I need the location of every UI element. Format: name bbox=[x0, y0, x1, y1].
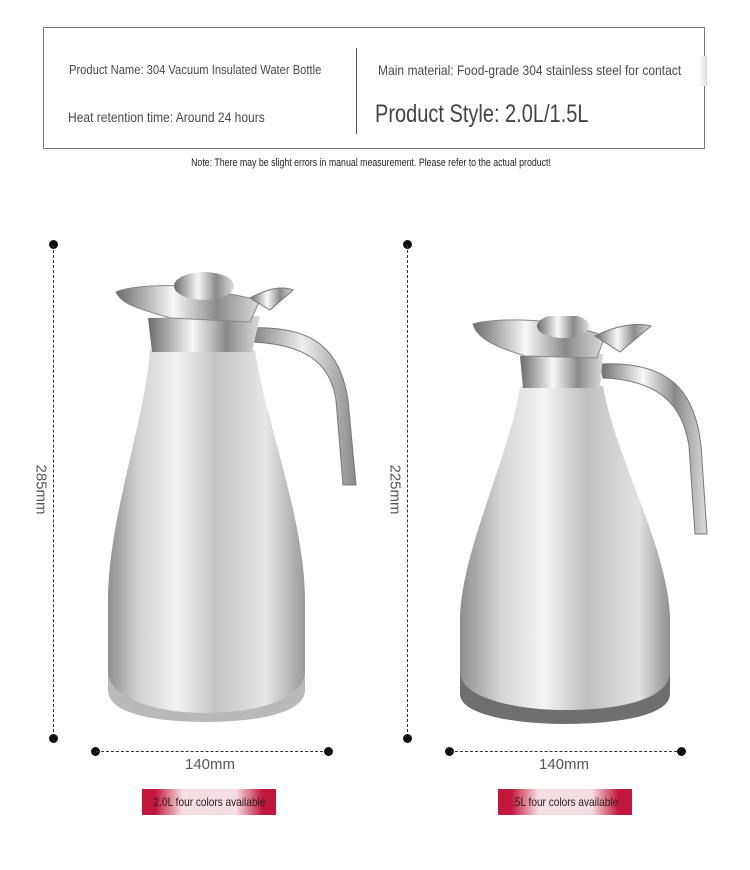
left-color-badge-text: 2.0L four colors available bbox=[153, 795, 265, 809]
left-width-line bbox=[96, 751, 328, 752]
right-height-label: 225mm bbox=[386, 464, 404, 515]
dim-dot bbox=[324, 747, 333, 756]
product-style-text: Product Style: 2.0L/1.5L bbox=[375, 100, 589, 128]
box-edge-decoration bbox=[699, 56, 707, 86]
right-color-badge-text: .5L four colors available bbox=[511, 795, 619, 809]
pitcher-2l-image bbox=[100, 270, 365, 730]
right-width-label: 140mm bbox=[539, 756, 590, 773]
right-width-line bbox=[450, 751, 682, 752]
left-height-line bbox=[53, 245, 54, 737]
dim-dot bbox=[677, 747, 686, 756]
left-color-badge bbox=[142, 789, 276, 815]
spec-table bbox=[43, 27, 705, 149]
pitcher-1-5l-image bbox=[455, 316, 715, 728]
product-name-text: Product Name: 304 Vacuum Insulated Water Bottle bbox=[69, 62, 322, 77]
right-color-badge bbox=[498, 789, 632, 815]
heat-retention-text: Heat retention time: Around 24 hours bbox=[68, 109, 265, 125]
dim-dot bbox=[403, 734, 412, 743]
main-material-text: Main material: Food-grade 304 stainless steel for contact bbox=[378, 62, 682, 78]
right-height-line bbox=[407, 245, 408, 737]
dim-dot bbox=[49, 734, 58, 743]
spec-divider bbox=[356, 48, 357, 134]
measurement-note: Note: There may be slight errors in manual measurement. Please refer to the actual product! bbox=[191, 157, 551, 169]
left-width-label: 140mm bbox=[185, 756, 236, 773]
left-height-label: 285mm bbox=[32, 464, 50, 515]
